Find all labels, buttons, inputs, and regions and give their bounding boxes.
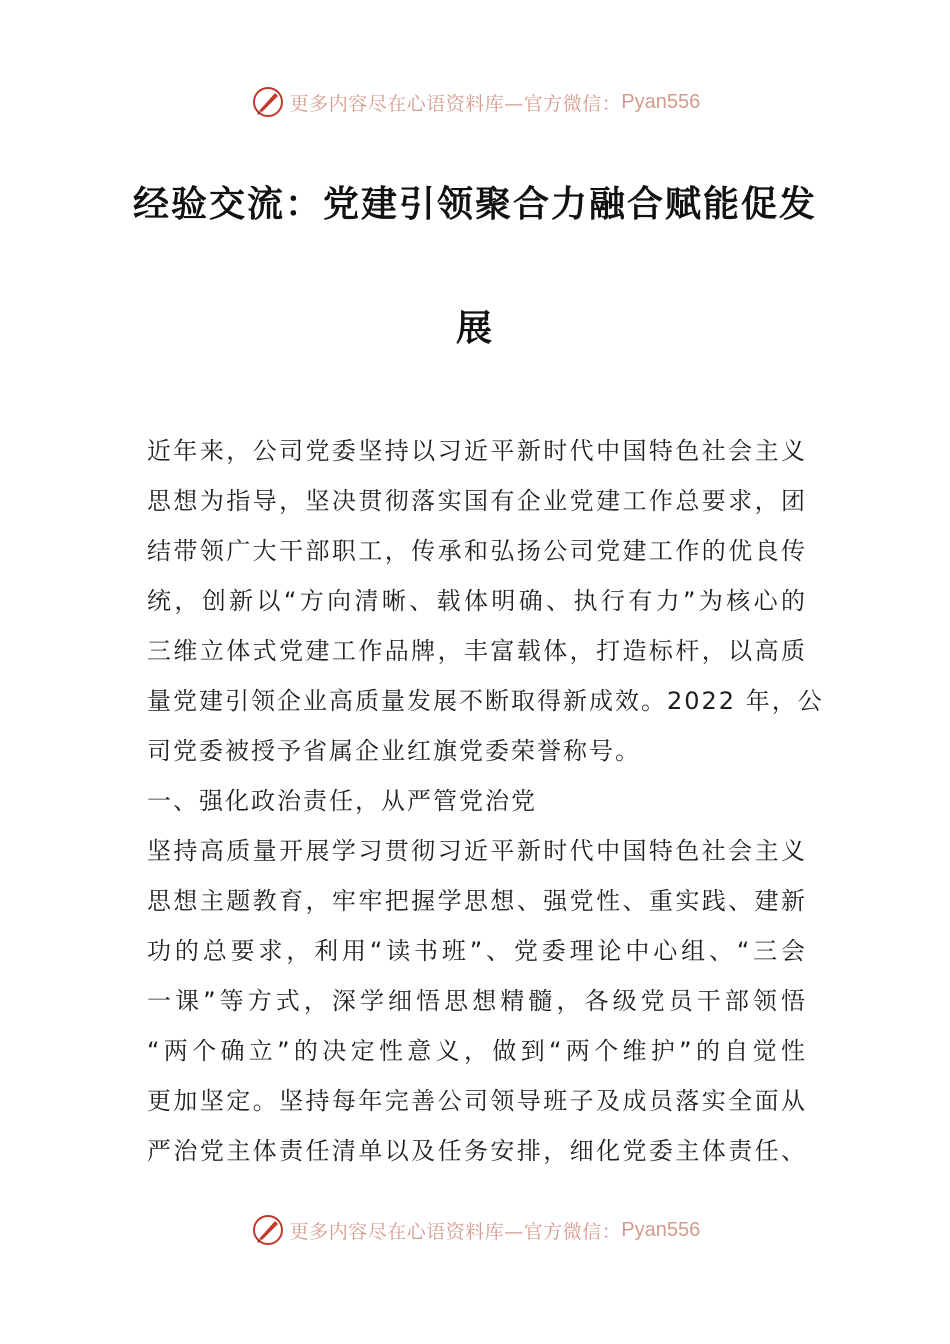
body-line: “两个确立”的决定性意义，做到“两个维护”的自觉性 [147, 1037, 807, 1065]
body-line: 思想为指导，坚决贯彻落实国有企业党建工作总要求，团 [147, 487, 807, 515]
body-line: 统，创新以“方向清晰、载体明确、执行有力”为核心的 [147, 587, 807, 615]
body-line: 坚持高质量开展学习贯彻习近平新时代中国特色社会主义 [147, 837, 807, 865]
watermark-text: 更多内容尽在心语资料库—官方微信： [289, 1220, 622, 1243]
body-line: 功的总要求，利用“读书班”、党委理论中心组、“三会 [147, 937, 807, 965]
body-line: 思想主题教育，牢牢把握学思想、强党性、重实践、建新 [147, 887, 807, 915]
watermark-wechat-id: Pyan556 [621, 1218, 701, 1241]
watermark-banner-top [0, 84, 950, 120]
body-line: 三维立体式党建工作品牌，丰富载体，打造标杆，以高质 [147, 637, 807, 665]
section-heading: 一、强化政治责任，从严管党治党 [147, 787, 537, 815]
body-line: 近年来，公司党委坚持以习近平新时代中国特色社会主义 [147, 437, 807, 465]
body-line: 更加坚定。坚持每年完善公司领导班子及成员落实全面从 [147, 1087, 807, 1115]
quill-pen-logo-icon [250, 84, 286, 120]
quill-pen-logo-icon [250, 1212, 286, 1248]
watermark-wechat-id: Pyan556 [621, 90, 701, 113]
watermark-text: 更多内容尽在心语资料库—官方微信： [289, 92, 622, 115]
body-line: 司党委被授予省属企业红旗党委荣誉称号。 [147, 737, 641, 765]
document-body [147, 426, 824, 1176]
watermark-banner-bottom [0, 1212, 950, 1248]
body-line: 量党建引领企业高质量发展不断取得新成效。2022 年，公 [147, 687, 824, 715]
document-title-line-2: 展 [455, 308, 494, 349]
document-title-line-1: 经验交流：党建引领聚合力融合赋能促发 [132, 184, 817, 225]
body-line: 一课”等方式，深学细悟思想精髓，各级党员干部领悟 [147, 987, 807, 1015]
body-line: 结带领广大干部职工，传承和弘扬公司党建工作的优良传 [147, 537, 807, 565]
body-line: 严治党主体责任清单以及任务安排，细化党委主体责任、 [147, 1137, 807, 1165]
